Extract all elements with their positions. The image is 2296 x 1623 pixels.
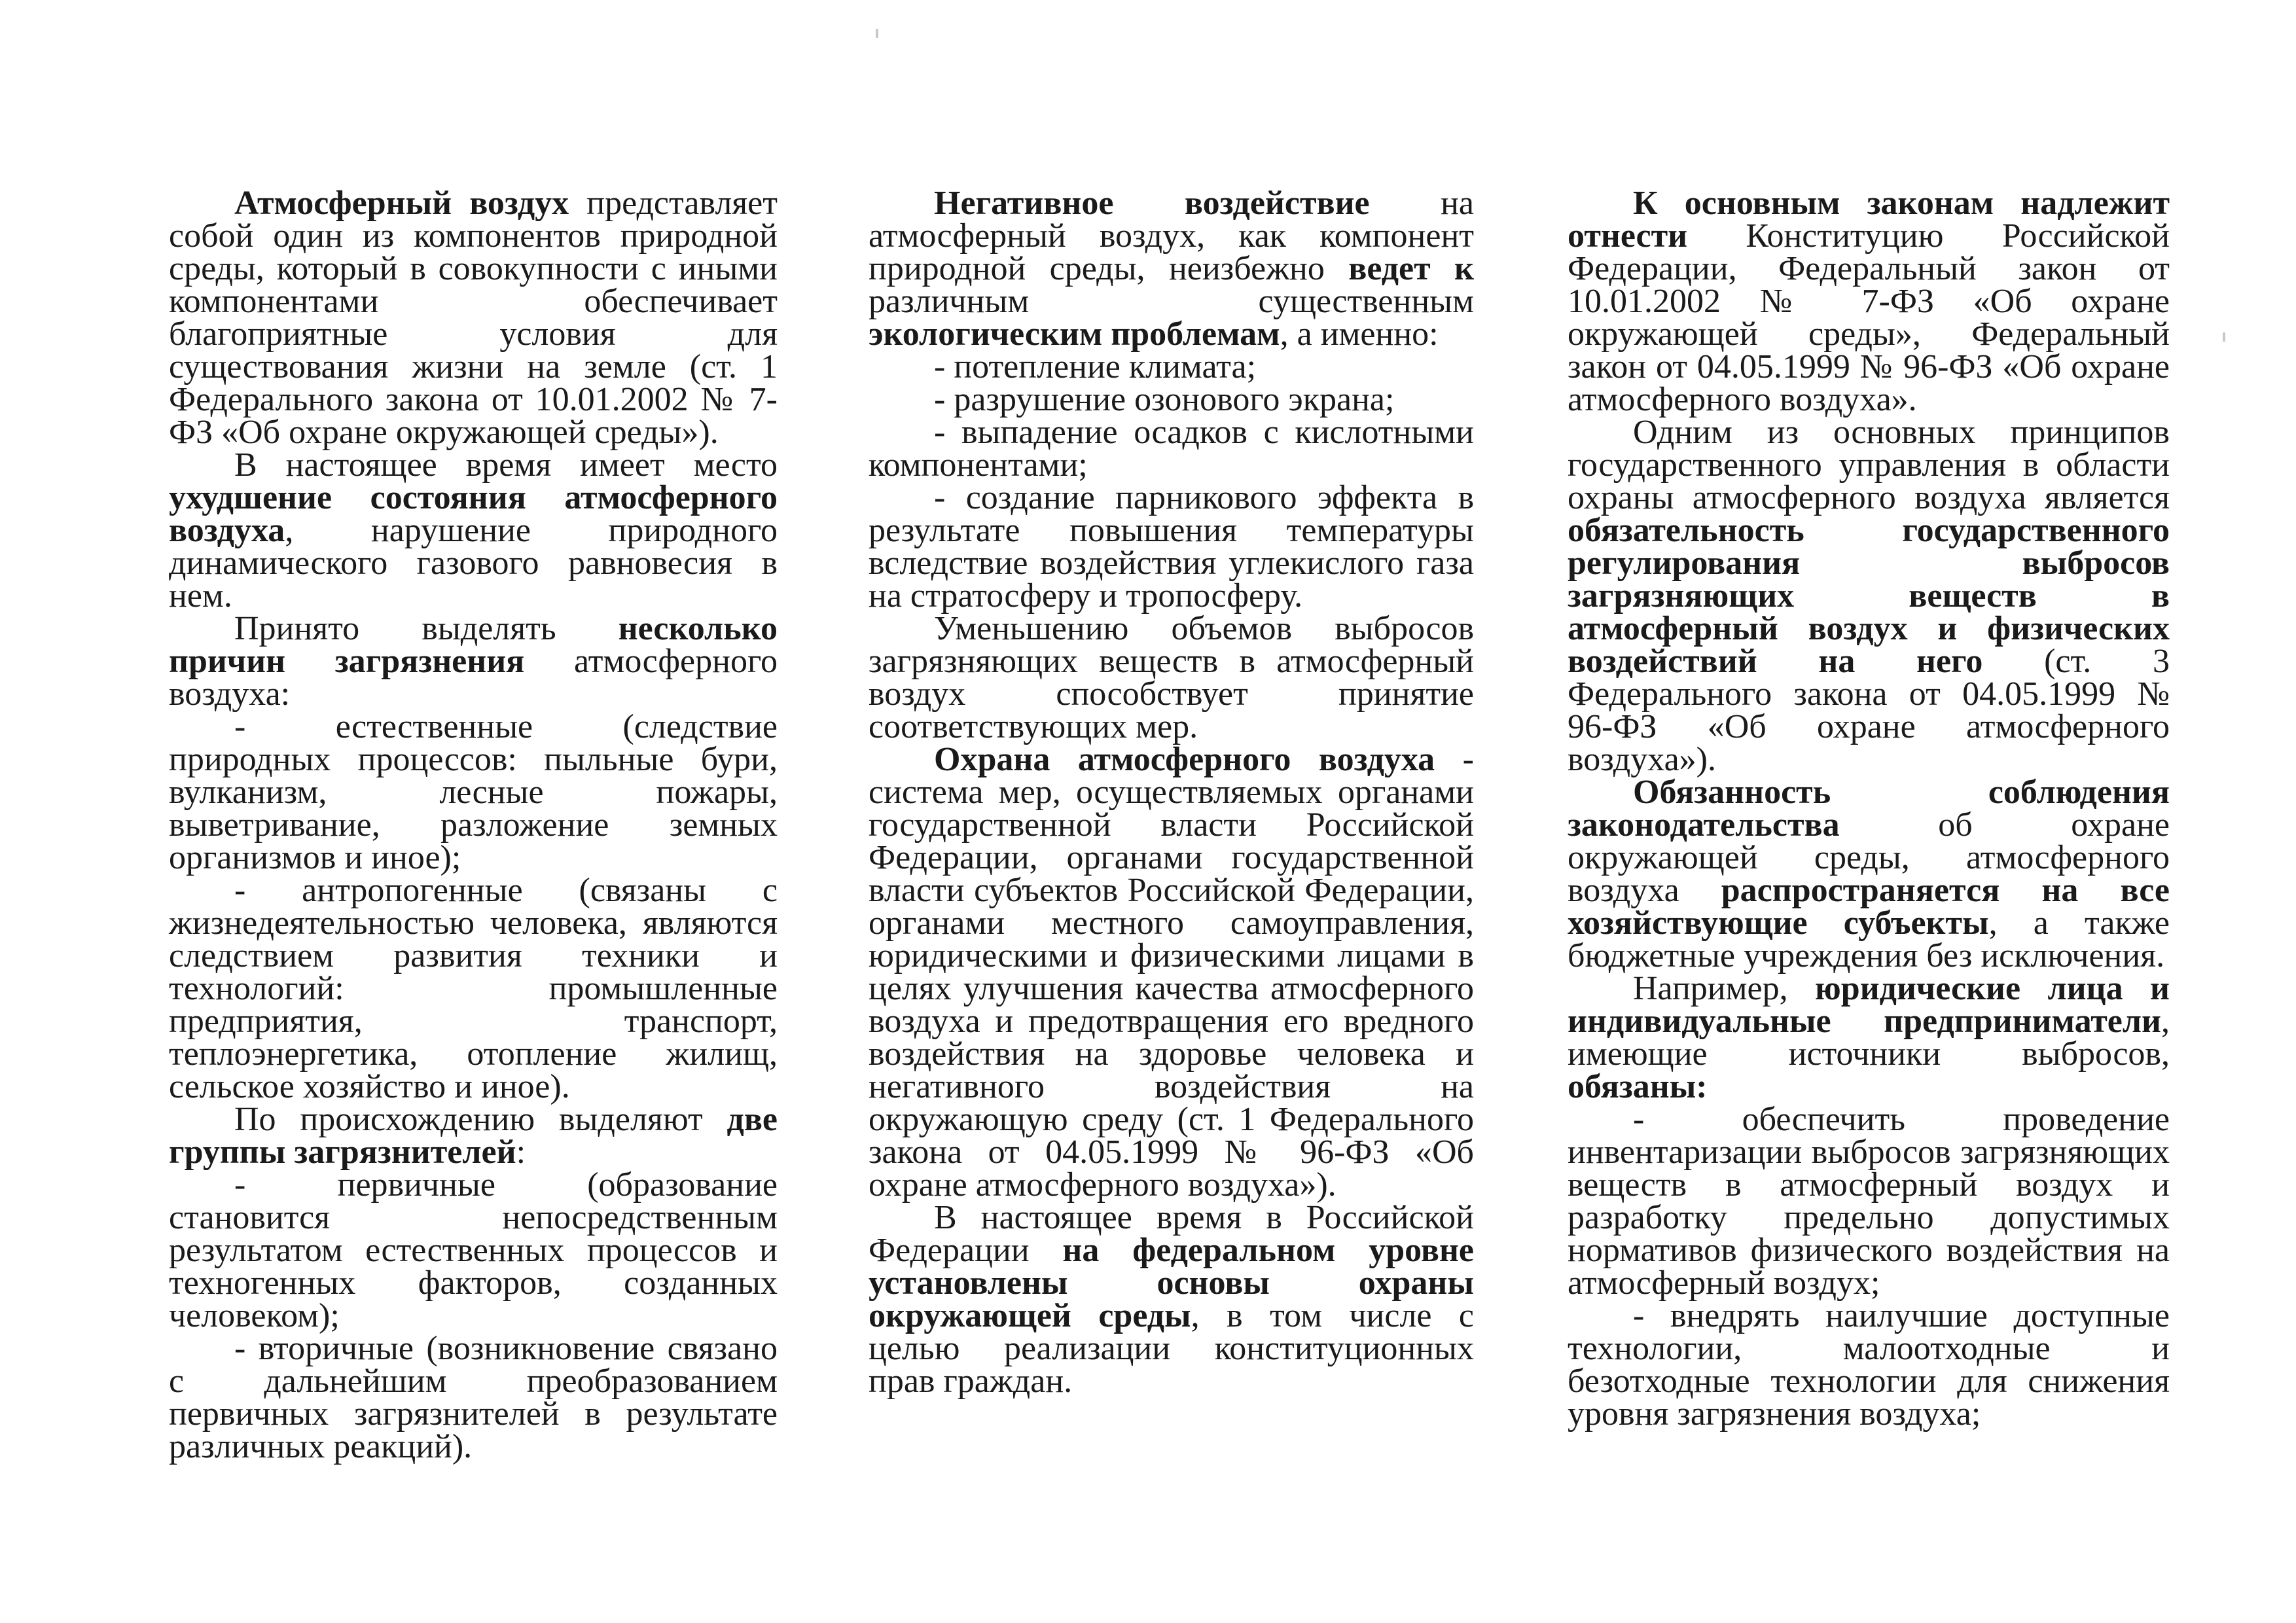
- list-item: - первичные (образование становится непосредственным результатом естественных процессов и техногенных факторов, созданных человеком);: [169, 1166, 778, 1334]
- bold-term: распространяется на все хозяйствующие субъекты: [1568, 872, 2170, 942]
- bold-term: ведет к: [1348, 250, 1474, 287]
- list-item: - естественные (следствие природных процессов: пыльные бури, вулканизм, лесные пожары, выветривание, разложение земных организмов и иное);: [169, 708, 778, 876]
- list-item: - внедрять наилучшие доступные технологии, малоотходные и безотходные технологии для снижения уровня загрязнения воздуха;: [1568, 1297, 2170, 1433]
- paragraph: Охрана атмосферного воздуха - система мер, осуществляемых органами государственной власти Российской Федерации, органами государственной власти субъектов Российской Федерации, органами местного самоуправления, юридическими и физическими лицами в целях улучшения качества атмосферного воздуха и предотвращения его вредного воздействия на здоровье человека и негативного воздействия на окружающую среду (ст. 1 Федерального закона от 04.05.1999 № 96-ФЗ «Об охране атмосферного воздуха»).: [869, 741, 1474, 1204]
- column-3: [1568, 187, 2170, 1431]
- bold-term: юридические лица и индивидуальные предприниматели: [1568, 970, 2170, 1040]
- list-item: - обеспечить проведение инвентаризации выбросов загрязняющих веществ в атмосферный воздух и разработку предельно допустимых нормативов физического воздействия на атмосферный воздух;: [1568, 1101, 2170, 1302]
- list-item: - выпадение осадков с кислотными компонентами;: [869, 414, 1474, 484]
- fold-mark-top: [876, 29, 878, 38]
- bold-term: ухудшение состояния атмосферного воздуха: [169, 479, 778, 549]
- paragraph: По происхождению выделяют две группы загрязнителей:: [169, 1101, 778, 1171]
- paragraph: Уменьшению объемов выбросов загрязняющих веществ в атмосферный воздух способствует принятие соответствующих мер.: [869, 610, 1474, 745]
- list-item: - вторичные (возникновение связано с дальнейшим преобразованием первичных загрязнителей в результате различных реакций).: [169, 1330, 778, 1465]
- bold-term: обязаны:: [1568, 1068, 1708, 1105]
- paragraph: К основным законам надлежит отнести Конституцию Российской Федерации, Федеральный закон от 10.01.2002 № 7-ФЗ «Об охране окружающей среды», Федеральный закон от 04.05.1999 № 96-ФЗ «Об охране атмосферного воздуха».: [1568, 185, 2170, 418]
- paragraph: Негативное воздействие на атмосферный воздух, как компонент природной среды, неизбежно ведет к различным существенным экологическим проблемам, а именно:: [869, 185, 1474, 353]
- bold-term: Атмосферный воздух: [234, 185, 569, 222]
- bold-term: несколько причин загрязнения: [169, 610, 778, 680]
- paragraph: Атмосферный воздух представляет собой один из компонентов природной среды, который в совокупности с иными компонентами обеспечивает благоприятные условия для существования жизни на земле (ст. 1 Федерального закона от 10.01.2002 № 7-ФЗ «Об охране окружающей среды»).: [169, 185, 778, 451]
- bold-term: обязательность государственного регулирования выбросов загрязняющих веществ в атмосферный воздух и физических воздействий на него: [1568, 512, 2170, 680]
- bold-term: Негативное воздействие: [934, 185, 1370, 222]
- bold-term: экологическим проблемам: [869, 315, 1280, 353]
- bold-term: на федеральном уровне установлены основы охраны окружающей среды: [869, 1232, 1475, 1334]
- list-item: - разрушение озонового экрана;: [934, 381, 1395, 418]
- list-item: - антропогенные (связаны с жизнедеятельностью человека, являются следствием развития техники и технологий: промышленные предприятия, транспорт, теплоэнергетика, отопление жилищ, сельское хозяйство и иное).: [169, 872, 778, 1105]
- column-2: [869, 187, 1474, 1398]
- paragraph: В настоящее время имеет место ухудшение состояния атмосферного воздуха, нарушение природного динамического газового равновесия в нем.: [169, 446, 778, 615]
- bold-term: Обязанность соблюдения законодательства: [1568, 774, 2170, 844]
- bold-term: К основным законам надлежит отнести: [1568, 185, 2170, 255]
- list-item: - создание парникового эффекта в результате повышения температуры вследствие воздействия углекислого газа на стратосферу и тропосферу.: [869, 479, 1474, 615]
- bold-term: Охрана атмосферного воздуха: [934, 741, 1435, 778]
- paragraph: Например, юридические лица и индивидуальные предприниматели, имеющие источники выбросов, обязаны:: [1568, 970, 2170, 1105]
- paragraph: Обязанность соблюдения законодательства об охране окружающей среды, атмосферного воздуха распространяется на все хозяйствующие субъекты, а также бюджетные учреждения без исключения.: [1568, 774, 2170, 974]
- fold-mark-right: [2223, 332, 2225, 342]
- bold-term: две группы загрязнителей: [169, 1101, 778, 1171]
- paragraph: Принято выделять несколько причин загрязнения атмосферного воздуха:: [169, 610, 778, 713]
- column-1: [169, 187, 778, 1463]
- paragraph: В настоящее время в Российской Федерации на федеральном уровне установлены основы охраны окружающей среды, в том числе с целью реализации конституционных прав граждан.: [869, 1199, 1475, 1400]
- list-item: - потепление климата;: [934, 348, 1257, 385]
- paragraph: Одним из основных принципов государственного управления в области охраны атмосферного воздуха является обязательность государственного регулирования выбросов загрязняющих веществ в атмосферный воздух и физических воздействий на него (ст. 3 Федерального закона от 04.05.1999 № 96-ФЗ «Об охране атмосферного воздуха»).: [1568, 414, 2170, 778]
